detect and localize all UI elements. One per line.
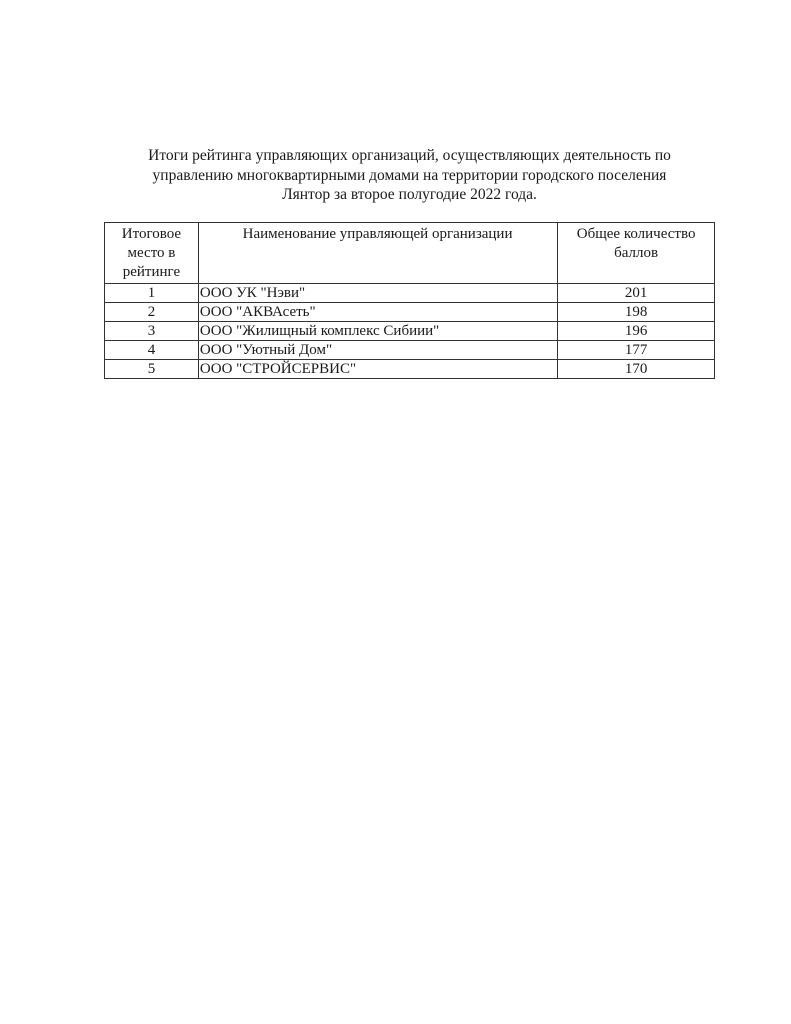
title-line-2: управлению многоквартирными домами на территории городского поселения xyxy=(152,166,667,184)
rating-table xyxy=(104,222,715,379)
header-score: Общее количество баллов xyxy=(558,223,715,284)
row-score: 177 xyxy=(558,341,715,360)
row-score: 170 xyxy=(558,360,715,379)
header-place: Итоговое место в рейтинге xyxy=(105,223,199,284)
title-line-1: Итоги рейтинга управляющих организаций, осуществляющих деятельность по xyxy=(148,147,671,164)
table-header-row xyxy=(105,223,715,284)
header-name: Наименование управляющей организации xyxy=(198,223,557,284)
row-name: ООО "СТРОЙСЕРВИС" xyxy=(198,360,557,379)
table-row xyxy=(105,322,715,341)
table-row xyxy=(105,341,715,360)
row-name: ООО "Жилищный комплекс Сибиии" xyxy=(198,322,557,341)
row-name: ООО "АКВАсеть" xyxy=(198,303,557,322)
row-score: 196 xyxy=(558,322,715,341)
row-place: 4 xyxy=(105,341,199,360)
row-name: ООО УК "Нэви" xyxy=(198,284,557,303)
row-place: 1 xyxy=(105,284,199,303)
row-score: 198 xyxy=(558,303,715,322)
document-title xyxy=(104,146,715,205)
table-row xyxy=(105,284,715,303)
row-score: 201 xyxy=(558,284,715,303)
row-name: ООО "Уютный Дом" xyxy=(198,341,557,360)
table-row xyxy=(105,303,715,322)
row-place: 2 xyxy=(105,303,199,322)
title-line-3: Лянтор за второе полугодие 2022 года. xyxy=(282,186,537,203)
row-place: 3 xyxy=(105,322,199,341)
row-place: 5 xyxy=(105,360,199,379)
table-row xyxy=(105,360,715,379)
